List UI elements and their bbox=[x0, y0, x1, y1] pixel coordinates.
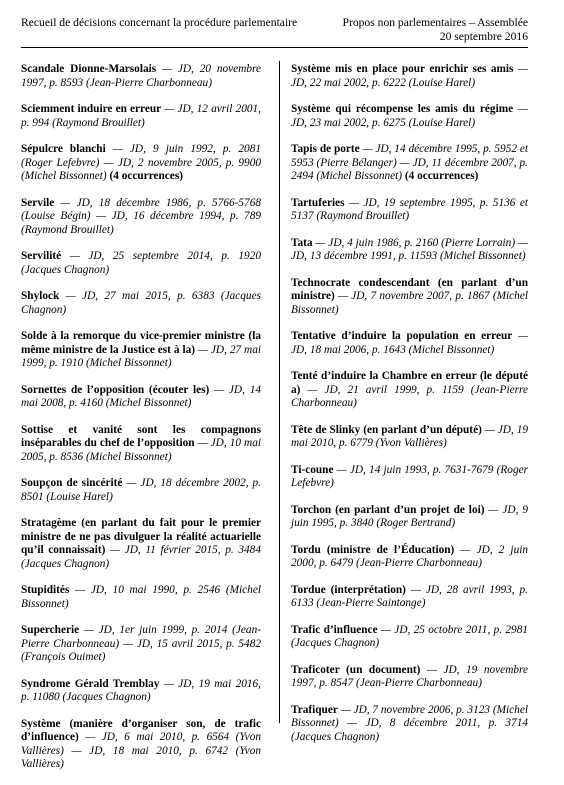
entry bbox=[291, 544, 528, 571]
entry bbox=[21, 197, 261, 238]
entry bbox=[21, 103, 261, 130]
entry-reference: — JD, 4 juin 1986, p. 2160 (Pierre Lorrain) — JD, 13 décembre 1991, p. 11593 (Michel Bissonnet) bbox=[291, 236, 528, 262]
entry-term: Torchon (en parlant d’un projet de loi) bbox=[291, 503, 485, 516]
entry-term: Technocrate condescendant (en parlant d’un ministre) bbox=[291, 276, 528, 302]
entry bbox=[291, 704, 528, 745]
entry-reference: — JD, 14 juin 1993, p. 7631-7679 (Roger Lefebvre) bbox=[291, 463, 528, 489]
entry-reference: — JD, 23 mai 2002, p. 6275 (Louise Harel) bbox=[291, 103, 528, 129]
entry-term: Syndrome Gérald Tremblay bbox=[21, 677, 160, 690]
entry bbox=[291, 237, 528, 264]
entry-reference: — JD, 19 septembre 1995, p. 5136 et 5137 (Raymond Brouillet) bbox=[291, 196, 528, 222]
entry-term: Système qui récompense les amis du régime bbox=[291, 103, 514, 115]
entry bbox=[291, 330, 528, 357]
entry bbox=[21, 517, 261, 571]
entry-reference: — JD, 19 mai 2016, p. 11080 (Jacques Chagnon) bbox=[21, 677, 261, 703]
entry bbox=[291, 424, 528, 451]
entry bbox=[291, 624, 528, 651]
entry-reference: — JD, 14 décembre 1995, p. 5952 et 5953 (Pierre Bélanger) — JD, 11 décembre 2007, p. 2494 (Michel Bissonnet) bbox=[291, 143, 528, 182]
entry-term: Sépulcre blanchi bbox=[21, 143, 106, 155]
entry-occurrences: (4 occurrences) bbox=[402, 170, 479, 182]
column-divider bbox=[279, 61, 280, 723]
entry-term: Soupçon de sincérité bbox=[21, 477, 123, 489]
entry-term: Scandale Dionne-Marsolais bbox=[21, 63, 157, 75]
entry-reference: — JD, 1er juin 1999, p. 2014 (Jean-Pierre Charbonneau) — JD, 15 avril 2015, p. 5482 (François Ouimet) bbox=[21, 624, 261, 663]
entry bbox=[291, 464, 528, 491]
entry-reference: — JD, 2 juin 2000, p. 6479 (Jean-Pierre Charbonneau) bbox=[291, 543, 528, 569]
entry-reference: — JD, 28 avril 1993, p. 6133 (Jean-Pierre Saintonge) bbox=[291, 583, 528, 609]
entry-reference: — JD, 21 avril 1999, p. 1159 (Jean-Pierre Charbonneau) bbox=[291, 383, 528, 409]
entry-reference: — JD, 18 mai 2006, p. 1643 (Michel Bissonnet) bbox=[291, 330, 528, 356]
entry bbox=[21, 718, 261, 772]
right-column bbox=[291, 63, 528, 757]
entry-term: Tête de Slinky (en parlant d’un député) bbox=[291, 423, 482, 436]
entry bbox=[21, 678, 261, 705]
entry-term: Traficoter (un document) bbox=[291, 663, 421, 676]
entry-term: Tordu (ministre de l’Éducation) bbox=[291, 543, 455, 556]
entry-term: Système mis en place pour enrichir ses amis bbox=[291, 63, 514, 75]
entry-reference: — JD, 25 septembre 2014, p. 1920 (Jacques Chagnon) bbox=[21, 250, 261, 276]
entry-term: Solde à la remorque du vice-premier ministre (la même ministre de la Justice est à la) bbox=[21, 330, 261, 356]
entry bbox=[291, 584, 528, 611]
entry-reference: — JD, 20 novembre 1997, p. 8593 (Jean-Pierre Charbonneau) bbox=[21, 63, 261, 89]
entry-term: Tentative d’induire la population en erreur bbox=[291, 330, 513, 342]
running-header-title: Recueil de décisions concernant la procédure parlementaire bbox=[21, 16, 298, 29]
entry-term: Servilité bbox=[21, 250, 62, 262]
entry-reference: — JD, 22 mai 2002, p. 6222 (Louise Harel) bbox=[291, 63, 528, 89]
entry-reference: — JD, 9 juin 1992, p. 2081 (Roger Lefebvre) — JD, 2 novembre 2005, p. 9900 (Michel Bissonnet) bbox=[21, 143, 262, 182]
entry-term: Tartuferies bbox=[291, 196, 345, 209]
entry bbox=[291, 63, 528, 90]
entry-term: Système (manière d’organiser son, de trafic d’influence) bbox=[21, 717, 261, 743]
entry bbox=[21, 290, 261, 317]
entry-term: Trafiquer bbox=[291, 703, 338, 716]
entry-term: Tapis de porte bbox=[291, 143, 360, 155]
entry-term: Tordue (interprétation) bbox=[291, 583, 406, 596]
entry-reference: — JD, 12 avril 2001, p. 994 (Raymond Brouillet) bbox=[21, 103, 261, 129]
entry-term: Sottise et vanité sont les compagnons inséparables du chef de l’opposition bbox=[21, 423, 261, 449]
entry-reference: — JD, 7 novembre 2007, p. 1867 (Michel Bissonnet) bbox=[291, 290, 528, 316]
entry-reference: — JD, 9 juin 1995, p. 3840 (Roger Bertrand) bbox=[291, 503, 528, 529]
left-column bbox=[21, 63, 261, 785]
running-header-date: 20 septembre 2016 bbox=[439, 30, 528, 43]
entry-reference: — JD, 27 mai 1999, p. 1910 (Michel Bissonnet) bbox=[21, 343, 261, 369]
entry-term: Servile bbox=[21, 196, 55, 209]
entry bbox=[21, 424, 261, 465]
entry bbox=[21, 584, 261, 611]
entry-term: Stupidités bbox=[21, 584, 70, 596]
entry-term: Tenté d’induire la Chambre en erreur (le député a) bbox=[291, 370, 528, 396]
entry bbox=[291, 143, 528, 184]
entry-term: Shylock bbox=[21, 290, 60, 302]
entry bbox=[291, 103, 528, 130]
entry-term: Tata bbox=[291, 236, 313, 249]
entry bbox=[21, 250, 261, 277]
entry-reference: — JD, 27 mai 2015, p. 6383 (Jacques Chagnon) bbox=[21, 290, 261, 316]
entry bbox=[291, 664, 528, 691]
entry-reference: — JD, 10 mai 2005, p. 8536 (Michel Bissonnet) bbox=[21, 437, 261, 463]
entry-term: Sornettes de l’opposition (écouter les) bbox=[21, 383, 210, 396]
entry-reference: — JD, 19 mai 2010, p. 6779 (Yvon Vallières) bbox=[291, 423, 528, 449]
running-header-section-name: Propos non parlementaires – Assemblée bbox=[342, 16, 528, 29]
entry bbox=[21, 143, 261, 184]
entry-reference: — JD, 18 décembre 1986, p. 5766-5768 (Louise Bégin) — JD, 16 décembre 1994, p. 789 (Raymond Brouillet) bbox=[21, 196, 261, 236]
entry-occurrences: (4 occurrences) bbox=[106, 170, 183, 182]
entry-reference: — JD, 18 décembre 2002, p. 8501 (Louise Harel) bbox=[21, 477, 261, 503]
entry bbox=[21, 330, 261, 371]
entry-reference: — JD, 6 mai 2010, p. 6564 (Yvon Vallières) — JD, 18 mai 2010, p. 6742 (Yvon Vallières) bbox=[21, 731, 261, 770]
entry bbox=[291, 197, 528, 224]
entry-term: Stratagème (en parlant du fait pour le premier ministre de ne pas divulguer la réalité actuarielle qu’il connaissait) bbox=[21, 517, 261, 556]
entry bbox=[21, 624, 261, 665]
entry bbox=[291, 370, 528, 411]
entry bbox=[291, 504, 528, 531]
entry-reference: — JD, 14 mai 2008, p. 4160 (Michel Bissonnet) bbox=[21, 383, 261, 409]
entry-reference: — JD, 10 mai 1990, p. 2546 (Michel Bissonnet) bbox=[21, 584, 261, 610]
running-header-section bbox=[343, 16, 528, 44]
entry-reference: — JD, 11 février 2015, p. 3484 (Jacques Chagnon) bbox=[21, 544, 261, 570]
entry-reference: — JD, 7 novembre 2006, p. 3123 (Michel Bissonnet) — JD, 8 décembre 2011, p. 3714 (Jacques Chagnon) bbox=[291, 703, 528, 743]
entry bbox=[21, 63, 261, 90]
header-rule bbox=[21, 47, 528, 48]
entry-term: Ti-coune bbox=[291, 463, 334, 476]
entry-term: Supercherie bbox=[21, 624, 80, 636]
entry-reference: — JD, 19 novembre 1997, p. 8547 (Jean-Pierre Charbonneau) bbox=[291, 663, 528, 689]
entry-term: Trafic d’influence bbox=[291, 623, 378, 636]
entry bbox=[21, 384, 261, 411]
entry bbox=[291, 277, 528, 318]
entry-term: Sciemment induire en erreur bbox=[21, 103, 162, 115]
entry bbox=[21, 477, 261, 504]
entry-reference: — JD, 25 octobre 2011, p. 2981 (Jacques Chagnon) bbox=[291, 623, 529, 649]
